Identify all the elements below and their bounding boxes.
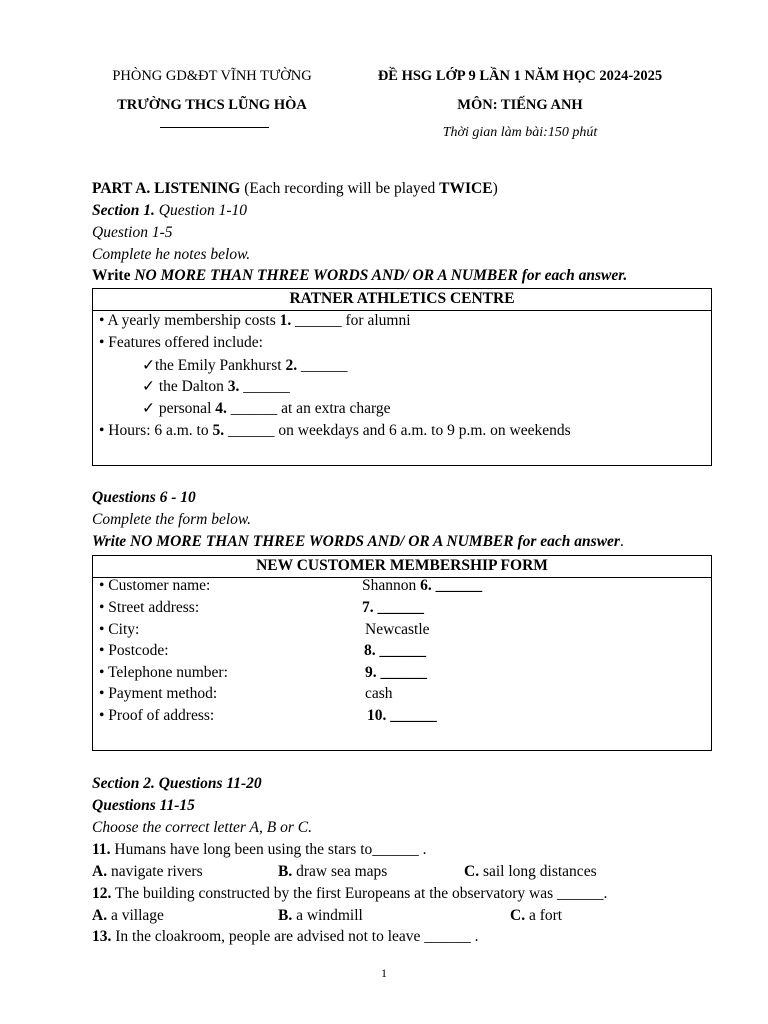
- instruction-form: Complete the form below.: [92, 511, 251, 528]
- form-value: [362, 577, 482, 595]
- question-number: 3.: [227, 378, 240, 395]
- part-a-heading: [92, 180, 498, 198]
- part-a-title: PART A. LISTENING: [92, 180, 241, 197]
- option: [464, 863, 597, 881]
- option-letter: C.: [510, 907, 526, 924]
- section1-heading: [92, 202, 247, 220]
- option-letter: A.: [92, 907, 108, 924]
- note-row: [99, 312, 411, 330]
- note-text: ✓the Emily Pankhurst: [142, 357, 286, 374]
- period: .: [619, 533, 624, 550]
- note-text: ✓ personal: [142, 400, 216, 417]
- section1-range: Question 1-10: [154, 202, 248, 219]
- note-blank: ______ for alumni: [291, 312, 411, 329]
- write-label: Write: [92, 267, 135, 284]
- option-text: a fort: [525, 907, 563, 924]
- note-row: [142, 399, 391, 418]
- option-text: draw sea maps: [292, 863, 388, 880]
- note-blank: ______: [239, 378, 290, 395]
- note-row: [142, 356, 347, 375]
- note-text: • Hours: 6 a.m. to: [99, 422, 213, 439]
- option-text: a village: [107, 907, 164, 924]
- time-allowed: Thời gian làm bài:150 phút: [442, 125, 598, 140]
- word-limit-rule-1: [92, 267, 627, 285]
- form-label: • Postcode:: [99, 642, 169, 659]
- form-label: • Telephone number:: [99, 664, 228, 681]
- question-number: 11.: [92, 841, 111, 858]
- question-number: 2.: [285, 357, 298, 374]
- section2-heading: Section 2. Questions 11-20: [92, 775, 262, 792]
- part-a-note-bold: TWICE: [439, 180, 493, 197]
- page-number: 1: [381, 966, 387, 980]
- exam-title: ĐỀ HSG LỚP 9 LẦN 1 NĂM HỌC 2024-2025: [377, 68, 663, 84]
- section1-label: Section 1.: [92, 202, 155, 219]
- question-11: [92, 841, 427, 859]
- form-box-title: NEW CUSTOMER MEMBERSHIP FORM: [93, 556, 711, 578]
- note-text: • Features offered include:: [99, 334, 263, 351]
- notes-box-title: RATNER ATHLETICS CENTRE: [93, 289, 711, 311]
- form-value: cash: [365, 685, 393, 702]
- option: [92, 907, 164, 925]
- note-row: [99, 422, 571, 440]
- question-number: 10. ______: [367, 707, 437, 724]
- option-text: sail long distances: [479, 863, 597, 880]
- option-text: a windmill: [292, 907, 363, 924]
- note-text: ✓ the Dalton: [142, 378, 228, 395]
- note-blank: ______ at an extra charge: [226, 400, 391, 417]
- note-row: [99, 334, 263, 352]
- option-letter: A.: [92, 863, 108, 880]
- question-number: 6. ______: [420, 577, 483, 594]
- question-number: 9. ______: [365, 664, 427, 681]
- form-value: Newcastle: [365, 621, 430, 638]
- form-label: • Street address:: [99, 599, 200, 616]
- question-text: Humans have long been using the stars to______ .: [110, 841, 427, 858]
- option-text: navigate rivers: [107, 863, 203, 880]
- option-letter: C.: [464, 863, 480, 880]
- form-label: • City:: [99, 621, 140, 638]
- question-number: 8. ______: [364, 642, 426, 659]
- part-a-note: (Each recording will be played: [240, 180, 440, 197]
- school-name: TRƯỜNG THCS LŨNG HÒA: [117, 97, 307, 113]
- question-number: 4.: [215, 400, 227, 417]
- form-label: • Proof of address:: [99, 707, 215, 724]
- question-text: The building constructed by the first Europeans at the observatory was ______.: [111, 885, 608, 902]
- option-letter: B.: [278, 863, 293, 880]
- question-number: 7. ______: [362, 599, 424, 616]
- note-row: [142, 377, 290, 396]
- form-label: • Customer name:: [99, 577, 211, 594]
- part-a-note-end: ): [492, 180, 498, 197]
- option: [278, 863, 387, 881]
- question-number: 12.: [92, 885, 112, 902]
- membership-form-box: [92, 555, 712, 751]
- question-number: 5.: [212, 422, 225, 439]
- option: [92, 863, 203, 881]
- form-value-text: Shannon: [362, 577, 421, 594]
- word-limit-rule-2: [92, 533, 624, 551]
- form-label: • Payment method:: [99, 685, 218, 702]
- write-rule: Write NO MORE THAN THREE WORDS AND/ OR A NUMBER for each answer: [92, 533, 620, 550]
- instruction-notes: Complete he notes below.: [92, 246, 251, 263]
- notes-box: [92, 288, 712, 466]
- option: [510, 907, 562, 925]
- question-text: In the cloakroom, people are advised not to leave ______ .: [111, 928, 479, 945]
- header-underline: [160, 127, 269, 128]
- option-letter: B.: [278, 907, 293, 924]
- instruction-choose: Choose the correct letter A, B or C.: [92, 819, 312, 836]
- question-13: [92, 928, 479, 946]
- subject: MÔN: TIẾNG ANH: [457, 97, 583, 113]
- questions-11-15-heading: Questions 11-15: [92, 797, 195, 814]
- note-blank: ______ on weekdays and 6 a.m. to 9 p.m. on weekends: [224, 422, 571, 439]
- note-text: • A yearly membership costs: [99, 312, 280, 329]
- question-number: 1.: [279, 312, 292, 329]
- question-number: 13.: [92, 928, 112, 945]
- write-rule: NO MORE THAN THREE WORDS AND/ OR A NUMBER for each answer.: [134, 267, 628, 284]
- department-name: PHÒNG GD&ĐT VĨNH TƯỜNG: [112, 68, 312, 84]
- questions-6-10-heading: Questions 6 - 10: [92, 489, 196, 506]
- question-1-5-heading: Question 1-5: [92, 224, 173, 241]
- option: [278, 907, 363, 925]
- note-blank: ______: [297, 357, 348, 374]
- question-12: [92, 885, 607, 903]
